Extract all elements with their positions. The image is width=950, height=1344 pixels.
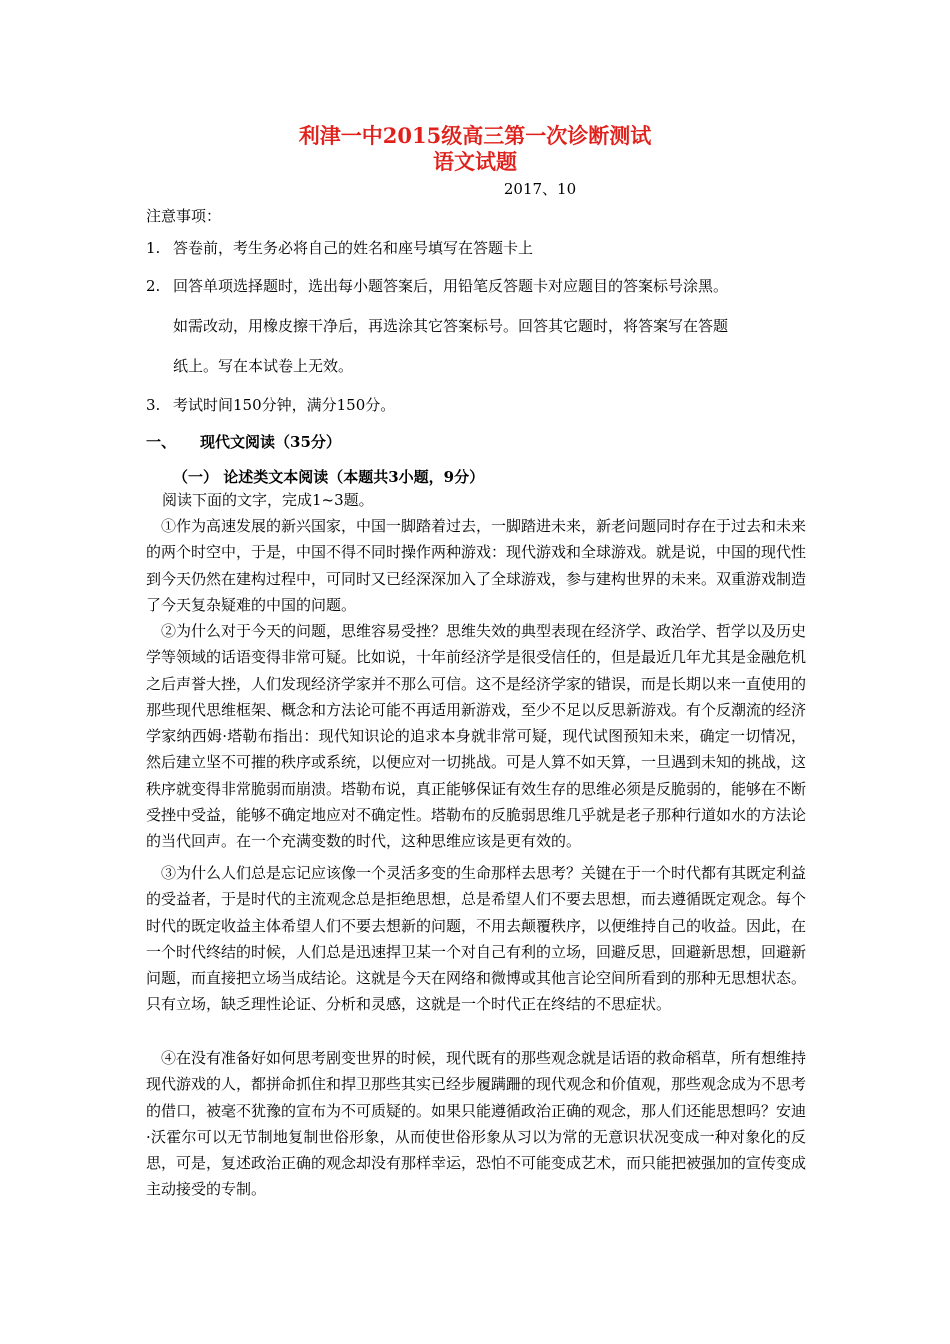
paragraph-text: ②为什么对于今天的问题，思维容易受挫？思维失效的典型表现在经济学、政治学、哲学以及历史学等领域的话语变得非常可疑。比如说，十年前经济学是很受信任的，但是最近几年尤其是金融危机之后声誉大挫，人们发现经济学家并不那么可信。这不是经济学家的错误，而是长期以来一直使用的那些现代思维框架、概念和方法论可能不再适用新游戏，至少不足以反思新游戏。有个反潮流的经济学家纳西姆·塔勒布指出：现代知识论的追求本身就非常可疑，现代试图预知未来，确定一切情况，然后建立坚不可摧的秩序或系统，以便应对一切挑战。可是人算不如天算，一旦遇到未知的挑战，这秩序就变得非常脆弱而崩溃。塔勒布说，真正能够保证有效生存的思维必须是反脆弱的，能够在不断受挫中受益，能够不确定地应对不确定性。塔勒布的反脆弱思维几乎就是老子那种行道如水的方法论的当代回声。在一个充满变数的时代，这种思维应该是更有效的。 xyxy=(146,622,807,851)
exam-date: 2017、10 xyxy=(503,180,577,198)
paragraph-text: ③为什么人们总是忘记应该像一个灵活多变的生命那样去思考？关键在于一个时代都有其既定利益的受益者，于是时代的主流观念总是拒绝思想，总是希望人们不要去思想，而去遵循既定观念。每个时代的既定收益主体希望人们不要去想新的问题，不用去颠覆秩序，以便维持自己的收益。因此，在一个时代终结的时候，人们总是迅速捍卫某一个对自己有利的立场，回避反思，回避新思想，回避新问题，而直接把立场当成结论。这就是今天在网络和微博或其他言论空间所看到的那种无思想状态。只有立场，缺乏理性论证、分析和灵感，这就是一个时代正在终结的不思症状。 xyxy=(146,864,807,1014)
notice-item-text: 回答单项选择题时，选出每小题答案后，用铅笔反答题卡对应题目的答案标号涂黑。 xyxy=(173,277,729,295)
section-title: 现代文阅读（35分） xyxy=(200,433,341,451)
exam-subtitle: 语文试题 xyxy=(433,149,517,174)
passage-paragraph-4 xyxy=(146,1045,806,1203)
notice-item-number: 2. xyxy=(146,277,161,295)
notice-item-text: 考试时间150分钟，满分150分。 xyxy=(173,396,396,414)
passage-paragraph-3 xyxy=(146,860,806,1018)
notice-item-number: 3. xyxy=(146,396,161,414)
passage-paragraph-2 xyxy=(146,618,806,855)
paragraph-text: ①作为高速发展的新兴国家，中国一脚踏着过去，一脚踏进未来，新老问题同时存在于过去和未来的两个时空中，于是，中国不得不同时操作两种游戏：现代游戏和全球游戏。就是说，中国的现代性到今天仍然在建构过程中，可同时又已经深深加入了全球游戏，参与建构世界的未来。双重游戏制造了今天复杂疑难的中国的问题。 xyxy=(146,517,807,614)
exam-title: 利津一中2015级高三第一次诊断测试 xyxy=(298,123,652,148)
notice-heading: 注意事项： xyxy=(146,207,222,225)
reading-instruction: 阅读下面的文字，完成1~3题。 xyxy=(162,491,374,509)
subsection-title: （一） 论述类文本阅读（本题共3小题，9分） xyxy=(173,468,485,486)
notice-item-text: 如需改动，用橡皮擦干净后，再选涂其它答案标号。回答其它题时，将答案写在答题 xyxy=(173,317,729,335)
section-number: 一、 xyxy=(146,433,177,451)
paragraph-text: ④在没有准备好如何思考剧变世界的时候，现代既有的那些观念就是话语的救命稻草，所有想维持现代游戏的人，都拼命抓住和捍卫那些其实已经步履蹒跚的现代观念和价值观，那些观念成为不思考的借口，被毫不犹豫的宣布为不可质疑的。如果只能遵循政治正确的观念，那人们还能思想吗？安迪·沃霍尔可以无节制地复制世俗形象，从而使世俗形象从习以为常的无意识状况变成一种对象化的反思，可是，复述政治正确的观念却没有那样幸运，恐怕不可能变成艺术，而只能把被强加的宣传变成主动接受的专制。 xyxy=(146,1049,807,1199)
notice-item-text: 答卷前，考生务必将自己的姓名和座号填写在答题卡上 xyxy=(173,239,534,257)
notice-item-text: 纸上。写在本试卷上无效。 xyxy=(173,357,354,375)
passage-paragraph-1 xyxy=(146,513,806,618)
notice-item-number: 1. xyxy=(146,239,161,257)
